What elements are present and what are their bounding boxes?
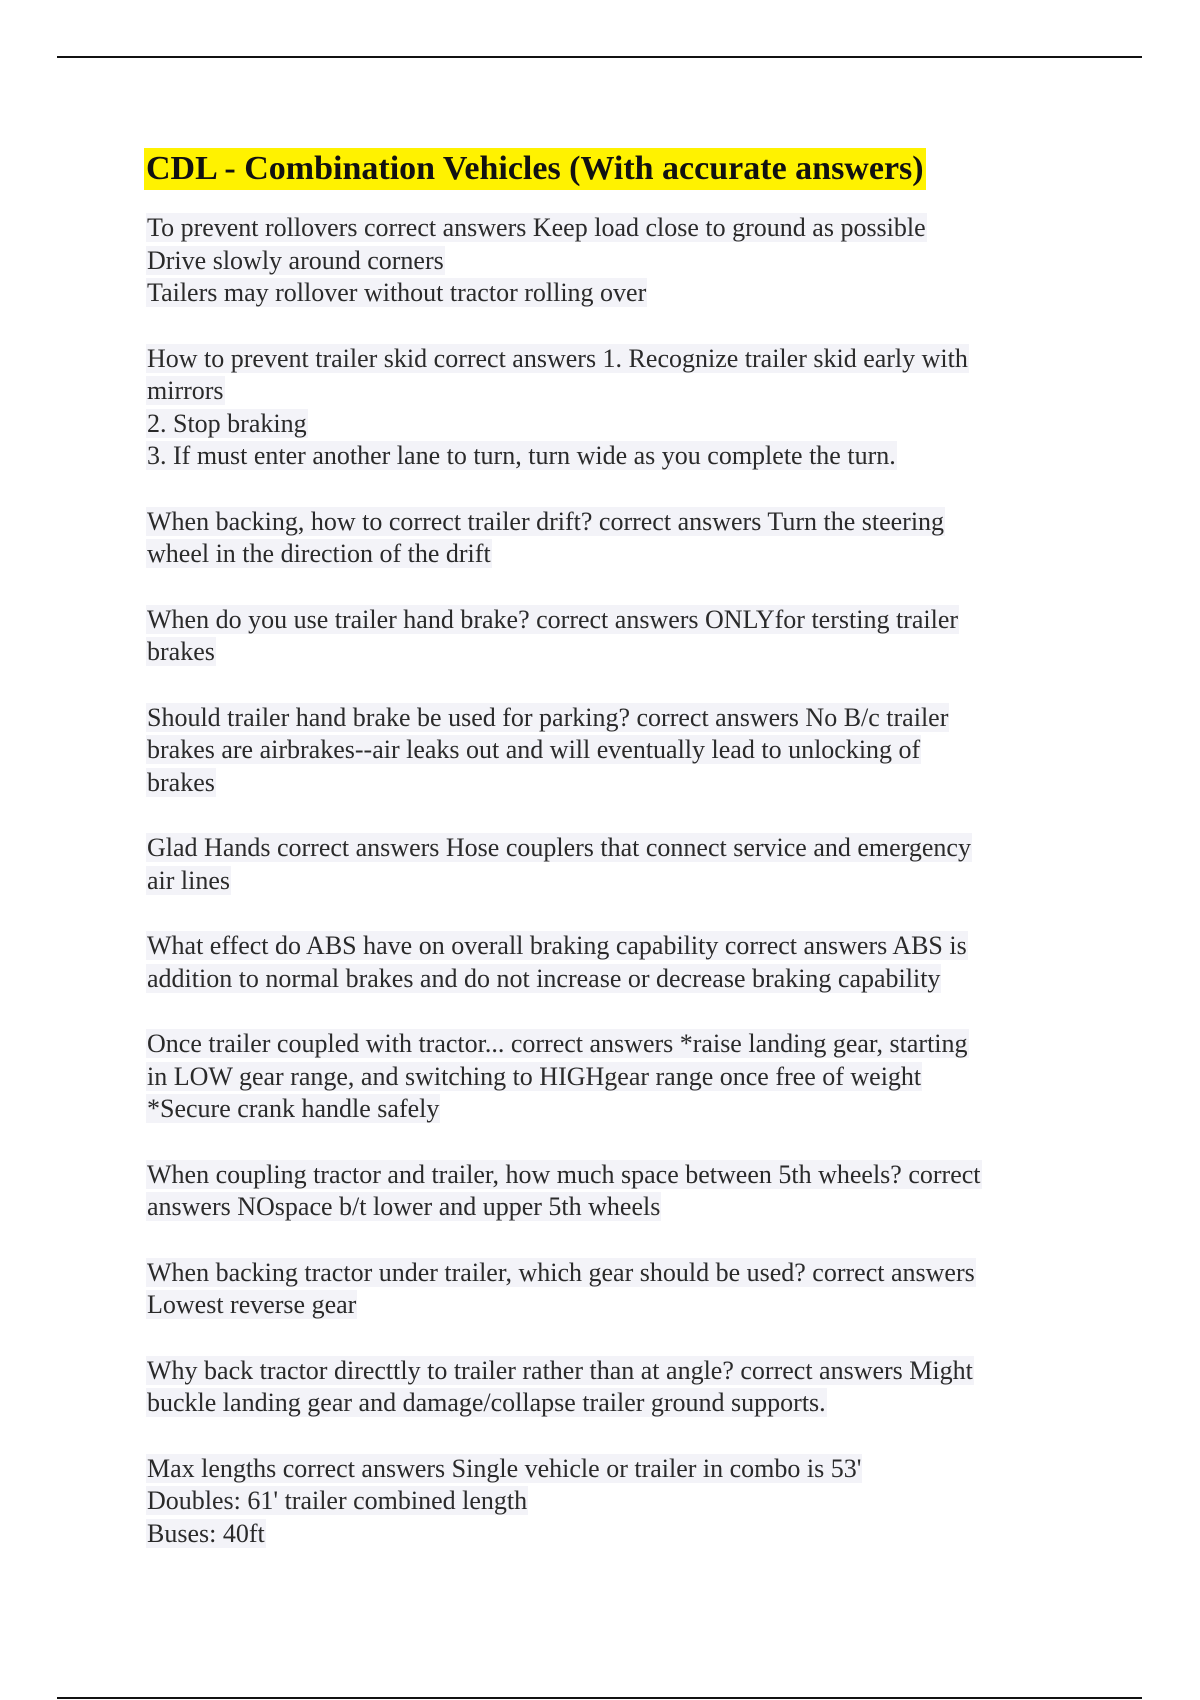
qa-line [146, 930, 1066, 963]
qa-line-text: answers NOspace b/t lower and upper 5th wheels [147, 1192, 661, 1221]
qa-line [146, 767, 1066, 800]
qa-line-text: brakes [147, 767, 215, 797]
qa-line [146, 1387, 1066, 1420]
qa-list [146, 212, 1066, 1550]
qa-line-text: 2. Stop braking [147, 408, 307, 438]
qa-line [146, 734, 1066, 767]
qa-line [146, 408, 1066, 441]
qa-line-text: Buses: 40ft [147, 1518, 265, 1548]
qa-item [146, 1159, 1066, 1224]
qa-line [146, 1257, 1066, 1290]
qa-line-text: When coupling tractor and trailer, how much space between 5th wheels? correct [147, 1159, 981, 1189]
qa-line [146, 636, 1066, 669]
qa-line [146, 506, 1066, 539]
qa-item [146, 343, 1066, 473]
qa-line-text: Tailers may rollover without tractor rolling over [147, 278, 647, 307]
qa-line-text: When backing tractor under trailer, which gear should be used? correct answers [147, 1257, 975, 1287]
qa-line-text: Doubles: 61' trailer combined length [147, 1486, 528, 1515]
qa-line [146, 538, 1066, 571]
qa-line-text: Glad Hands correct answers Hose couplers that connect service and emergency [147, 833, 971, 862]
qa-item [146, 1028, 1066, 1126]
qa-item [146, 702, 1066, 800]
qa-line [146, 1453, 1066, 1486]
qa-item [146, 1453, 1066, 1551]
qa-line [146, 963, 1066, 996]
qa-line [146, 604, 1066, 637]
qa-line [146, 375, 1066, 408]
qa-line-text: Max lengths correct answers Single vehicle or trailer in combo is 53' [147, 1453, 862, 1483]
qa-line [146, 1518, 1066, 1551]
qa-line-text: addition to normal brakes and do not increase or decrease braking capability [147, 963, 941, 993]
qa-line [146, 1355, 1066, 1388]
qa-line-text: Drive slowly around corners [147, 245, 444, 275]
qa-line-text: When backing, how to correct trailer drift? correct answers Turn the steering [147, 506, 945, 536]
qa-line-text: When do you use trailer hand brake? correct answers ONLYfor tersting trailer [147, 604, 959, 634]
qa-line [146, 212, 1066, 245]
qa-line-text: mirrors [147, 376, 224, 405]
qa-line [146, 277, 1066, 310]
qa-line [146, 702, 1066, 735]
qa-line [146, 1159, 1066, 1192]
qa-line-text: Once trailer coupled with tractor... correct answers *raise landing gear, starting [147, 1029, 968, 1058]
qa-line [146, 440, 1066, 473]
qa-line [146, 245, 1066, 278]
qa-item [146, 1257, 1066, 1322]
qa-line-text: brakes [147, 637, 215, 666]
qa-line-text: air lines [147, 865, 231, 895]
qa-line [146, 343, 1066, 376]
qa-line [146, 832, 1066, 865]
qa-line-text: 3. If must enter another lane to turn, turn wide as you complete the turn. [147, 441, 896, 470]
qa-item [146, 832, 1066, 897]
qa-line-text: Lowest reverse gear [147, 1290, 357, 1319]
qa-line [146, 865, 1066, 898]
qa-item [146, 506, 1066, 571]
bottom-rule [57, 1697, 1142, 1699]
qa-line-text: Why back tractor directtly to trailer rather than at angle? correct answers Might [147, 1355, 973, 1385]
qa-line-text: buckle landing gear and damage/collapse trailer ground supports. [147, 1388, 826, 1417]
qa-line [146, 1061, 1066, 1094]
qa-line [146, 1093, 1066, 1126]
qa-line [146, 1289, 1066, 1322]
qa-item [146, 1355, 1066, 1420]
qa-line-text: brakes are airbrakes--air leaks out and will eventually lead to unlocking of [147, 735, 921, 764]
qa-line-text: wheel in the direction of the drift [147, 539, 491, 568]
document-title: CDL - Combination Vehicles (With accurate answers) [144, 148, 926, 190]
qa-line [146, 1028, 1066, 1061]
qa-line-text: What effect do ABS have on overall braking capability correct answers ABS is [147, 931, 967, 960]
qa-line [146, 1191, 1066, 1224]
qa-line-text: To prevent rollovers correct answers Keep load close to ground as possible [147, 213, 926, 242]
qa-line [146, 1485, 1066, 1518]
qa-item [146, 930, 1066, 995]
qa-line-text: How to prevent trailer skid correct answers 1. Recognize trailer skid early with [147, 343, 968, 373]
top-rule [57, 56, 1142, 58]
qa-line-text: in LOW gear range, and switching to HIGHgear range once free of weight [147, 1061, 922, 1091]
qa-line-text: Should trailer hand brake be used for parking? correct answers No B/c trailer [147, 702, 949, 732]
qa-line-text: *Secure crank handle safely [147, 1094, 440, 1123]
document-body [146, 148, 1066, 1583]
qa-item [146, 604, 1066, 669]
qa-item [146, 212, 1066, 310]
